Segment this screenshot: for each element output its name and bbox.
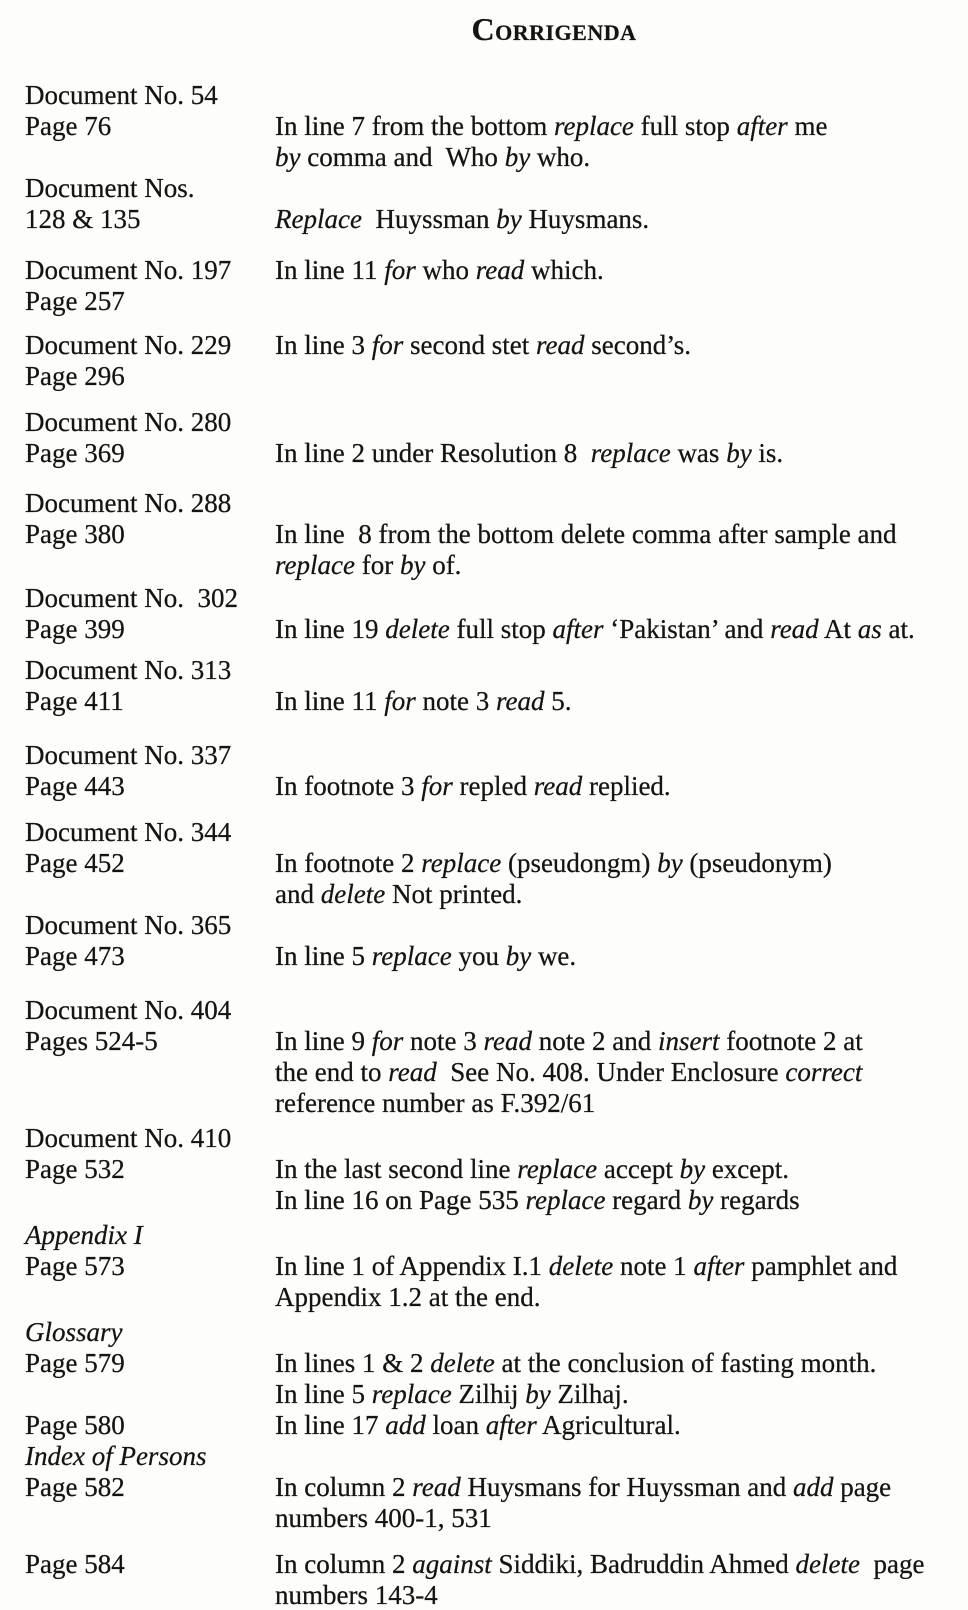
- text-segment: of.: [425, 550, 462, 580]
- correction-line: [275, 1057, 968, 1088]
- text-segment: at the conclusion of fasting month.: [494, 1348, 877, 1378]
- entry-correction: [275, 1317, 968, 1410]
- text-segment: Document No. 365: [25, 910, 232, 940]
- corrigendum-entry: [25, 1123, 968, 1216]
- text-segment: Huyssman: [361, 204, 497, 234]
- text-segment: loan: [425, 1410, 486, 1440]
- text-segment: note 1: [613, 1251, 694, 1281]
- entry-reference: [25, 407, 275, 469]
- text-segment: At: [818, 614, 858, 644]
- entry-correction: [275, 330, 968, 361]
- entry-reference: [25, 1123, 275, 1185]
- text-segment: 128 & 135: [25, 204, 141, 234]
- text-segment: for: [421, 771, 453, 801]
- corrigenda-list: [0, 80, 968, 1610]
- text-segment: pamphlet and: [744, 1251, 898, 1281]
- correction-line: [275, 1251, 968, 1282]
- text-segment: In line 7 from the bottom: [275, 111, 554, 141]
- entry-reference: [25, 655, 275, 717]
- text-segment: against: [412, 1549, 492, 1579]
- text-segment: after: [485, 1410, 537, 1440]
- document-ref-line: [25, 583, 275, 614]
- corrigendum-entry: [25, 817, 968, 910]
- page-ref-line: [25, 361, 275, 392]
- entry-correction: [275, 910, 968, 972]
- page-ref-line: [25, 848, 275, 879]
- text-segment: Document No. 404: [25, 995, 232, 1025]
- text-segment: 5.: [544, 686, 572, 716]
- text-segment: for: [384, 255, 416, 285]
- text-segment: for: [384, 686, 416, 716]
- text-segment: In line 16 on Page 535: [275, 1185, 526, 1215]
- corrigendum-entry: [25, 910, 968, 972]
- correction-line: [275, 1088, 968, 1119]
- text-segment: numbers 400-1, 531: [275, 1503, 492, 1533]
- text-segment: In line 3: [275, 330, 372, 360]
- text-segment: Index of Persons: [25, 1441, 207, 1471]
- text-segment: was: [670, 438, 727, 468]
- entry-reference: [25, 740, 275, 802]
- text-segment: full stop: [449, 614, 553, 644]
- text-segment: by: [505, 941, 532, 971]
- text-segment: read: [388, 1057, 437, 1087]
- entry-reference: [25, 330, 275, 392]
- entry-reference: [25, 1220, 275, 1282]
- page-ref-line: [25, 1154, 275, 1185]
- page-ref-line: [25, 1410, 275, 1441]
- text-segment: replace: [553, 111, 634, 141]
- document-ref-line: [25, 488, 275, 519]
- entry-reference: [25, 817, 275, 879]
- text-segment: Page 399: [25, 614, 125, 644]
- correction-line: [275, 848, 968, 879]
- corrigendum-entry: [25, 583, 968, 645]
- entry-reference: [25, 583, 275, 645]
- corrigendum-entry: [25, 1410, 968, 1441]
- text-segment: In line 11: [275, 255, 385, 285]
- entry-correction: [275, 488, 968, 581]
- entry-reference: [25, 173, 275, 235]
- text-segment: Page 257: [25, 286, 125, 316]
- correction-line: [275, 1379, 968, 1410]
- text-segment: Zilhaj.: [550, 1379, 629, 1409]
- section-ref-line: [25, 1441, 275, 1472]
- page-ref-line: [25, 519, 275, 550]
- page-ref-line: [25, 438, 275, 469]
- text-segment: Page 573: [25, 1251, 125, 1281]
- entry-correction: [275, 817, 968, 910]
- entry-correction: [275, 1549, 968, 1610]
- text-segment: In lines 1 & 2: [275, 1348, 431, 1378]
- correction-line: [275, 1549, 968, 1580]
- text-segment: who.: [530, 142, 591, 172]
- text-segment: In line 9: [275, 1026, 372, 1056]
- entry-correction: [275, 583, 968, 645]
- text-segment: Pages 524-5: [25, 1026, 158, 1056]
- entry-reference: [25, 1549, 275, 1580]
- text-segment: add: [385, 1410, 426, 1440]
- correction-line: [275, 550, 968, 581]
- text-segment: In line 17: [275, 1410, 386, 1440]
- text-segment: after: [552, 614, 604, 644]
- entry-reference: [25, 1441, 275, 1503]
- correction-line: [275, 1410, 968, 1441]
- corrigendum-entry: [25, 995, 968, 1119]
- entry-correction: [275, 740, 968, 802]
- page-ref-line: [25, 1026, 275, 1057]
- text-segment: Zilhij: [451, 1379, 526, 1409]
- text-segment: Page 580: [25, 1410, 125, 1440]
- entry-correction: [275, 1441, 968, 1534]
- text-segment: by: [726, 438, 752, 468]
- page-ref-line: [25, 1348, 275, 1379]
- text-segment: numbers 143-4: [275, 1580, 438, 1610]
- text-segment: accept: [597, 1154, 680, 1184]
- text-segment: by: [525, 1379, 551, 1409]
- text-segment: Appendix 1.2 at the end.: [275, 1282, 541, 1312]
- text-segment: second’s.: [584, 330, 691, 360]
- text-segment: See No. 408. Under Enclosure: [436, 1057, 786, 1087]
- text-segment: we.: [531, 941, 577, 971]
- document-ref-line: [25, 817, 275, 848]
- text-segment: Huysmans.: [521, 204, 650, 234]
- text-segment: delete: [320, 879, 386, 909]
- text-segment: page: [833, 1472, 892, 1502]
- text-segment: replace: [275, 550, 355, 580]
- text-segment: regards: [713, 1185, 800, 1215]
- text-segment: the end to: [275, 1057, 389, 1087]
- text-segment: correct: [785, 1057, 863, 1087]
- text-segment: In line 1 of Appendix I.1: [275, 1251, 549, 1281]
- text-segment: by: [496, 204, 522, 234]
- text-segment: Document Nos.: [25, 173, 195, 203]
- text-segment: footnote 2 at: [719, 1026, 863, 1056]
- text-segment: Page 76: [25, 111, 112, 141]
- text-segment: read: [535, 330, 585, 360]
- correction-line: [275, 438, 968, 469]
- document-ref-line: [25, 910, 275, 941]
- correction-line: [275, 142, 968, 173]
- text-segment: read: [496, 686, 545, 716]
- correction-line: [275, 1348, 968, 1379]
- text-segment: and: [275, 879, 321, 909]
- entry-correction: [275, 407, 968, 469]
- text-segment: note 2 and: [532, 1026, 658, 1056]
- entry-correction: [275, 1123, 968, 1216]
- text-segment: In line 2 under Resolution 8: [275, 438, 591, 468]
- corrigendum-entry: [25, 488, 968, 581]
- page-ref-line: [25, 941, 275, 972]
- text-segment: Glossary: [25, 1317, 123, 1347]
- correction-line: [275, 204, 968, 235]
- corrigendum-entry: [25, 1441, 968, 1534]
- text-segment: read: [412, 1472, 461, 1502]
- text-segment: add: [792, 1472, 834, 1502]
- text-segment: Page 296: [25, 361, 125, 391]
- text-segment: replied.: [582, 771, 671, 801]
- text-segment: by: [275, 142, 301, 172]
- page-ref-line: [25, 1549, 275, 1580]
- entry-reference: [25, 1317, 275, 1379]
- text-segment: Page 532: [25, 1154, 125, 1184]
- text-segment: replace: [371, 1379, 452, 1409]
- correction-line: [275, 1185, 968, 1216]
- text-segment: In line 11: [275, 686, 385, 716]
- page-ref-line: [25, 286, 275, 317]
- entry-reference: [25, 910, 275, 972]
- text-segment: Page 443: [25, 771, 125, 801]
- entry-reference: [25, 1410, 275, 1441]
- text-segment: read: [770, 614, 819, 644]
- page-ref-line: [25, 111, 275, 142]
- page-ref-line: [25, 204, 275, 235]
- text-segment: comma and Who: [300, 142, 505, 172]
- entry-reference: [25, 255, 275, 317]
- page-ref-line: [25, 771, 275, 802]
- text-segment: read: [475, 255, 525, 285]
- entry-correction: [275, 173, 968, 235]
- page-ref-line: [25, 686, 275, 717]
- text-segment: Siddiki, Badruddin Ahmed: [491, 1549, 796, 1579]
- document-ref-line: [25, 740, 275, 771]
- correction-line: [275, 771, 968, 802]
- text-segment: Document No. 280: [25, 407, 232, 437]
- text-segment: Page 579: [25, 1348, 125, 1378]
- correction-line: [275, 255, 968, 286]
- text-segment: note 3: [415, 686, 496, 716]
- text-segment: after: [693, 1251, 745, 1281]
- page-ref-line: [25, 614, 275, 645]
- text-segment: Huysmans for Huyssman and: [460, 1472, 793, 1502]
- correction-line: [275, 879, 968, 910]
- text-segment: page: [859, 1549, 925, 1579]
- text-segment: replace: [371, 941, 452, 971]
- text-segment: In line 5: [275, 941, 372, 971]
- title-row: [0, 0, 968, 48]
- entry-correction: [275, 1410, 968, 1441]
- text-segment: regard: [605, 1185, 688, 1215]
- text-segment: (pseudonym): [682, 848, 832, 878]
- text-segment: Page 380: [25, 519, 125, 549]
- corrigendum-entry: [25, 1220, 968, 1313]
- section-ref-line: [25, 1220, 275, 1251]
- text-segment: by: [657, 848, 683, 878]
- text-segment: In line 8 from the bottom delete comma after sample and: [275, 519, 897, 549]
- correction-line: [275, 1472, 968, 1503]
- correction-line: [275, 1503, 968, 1534]
- text-segment: delete: [795, 1549, 860, 1579]
- text-segment: (pseudongm): [501, 848, 658, 878]
- text-segment: replace: [590, 438, 671, 468]
- text-segment: me: [787, 111, 828, 141]
- document-ref-line: [25, 995, 275, 1026]
- corrigendum-entry: [25, 407, 968, 469]
- text-segment: delete: [430, 1348, 495, 1378]
- text-segment: for: [354, 550, 400, 580]
- text-segment: Document No. 229: [25, 330, 232, 360]
- corrigendum-entry: [25, 740, 968, 802]
- text-segment: Page 411: [25, 686, 124, 716]
- text-segment: Replace: [275, 204, 362, 234]
- page-ref-line: [25, 1472, 275, 1503]
- page-ref-line: [25, 1251, 275, 1282]
- correction-line: [275, 330, 968, 361]
- text-segment: note 3: [403, 1026, 484, 1056]
- entry-reference: [25, 80, 275, 142]
- text-segment: In column 2: [275, 1549, 413, 1579]
- document-ref-line: [25, 255, 275, 286]
- text-segment: In footnote 3: [275, 771, 422, 801]
- text-segment: you: [451, 941, 506, 971]
- text-segment: Document No. 197: [25, 255, 232, 285]
- text-segment: Agricultural.: [536, 1410, 681, 1440]
- text-segment: Document No. 288: [25, 488, 232, 518]
- text-segment: after: [736, 111, 788, 141]
- corrigendum-entry: [25, 80, 968, 173]
- text-segment: reference number as F.392/61: [275, 1088, 596, 1118]
- correction-line: [275, 111, 968, 142]
- text-segment: In column 2: [275, 1472, 413, 1502]
- entry-reference: [25, 488, 275, 550]
- correction-line: [275, 686, 968, 717]
- entry-correction: [275, 255, 968, 286]
- entry-correction: [275, 655, 968, 717]
- text-segment: Document No. 54: [25, 80, 218, 110]
- text-segment: insert: [657, 1026, 720, 1056]
- text-segment: delete: [385, 614, 450, 644]
- text-segment: repled: [452, 771, 534, 801]
- text-segment: replace: [517, 1154, 598, 1184]
- text-segment: as: [857, 614, 882, 644]
- corrigendum-entry: [25, 173, 968, 235]
- corrigendum-entry: [25, 255, 968, 317]
- text-segment: read: [533, 771, 583, 801]
- text-segment: second stet: [403, 330, 536, 360]
- text-segment: In footnote 2: [275, 848, 422, 878]
- text-segment: replace: [421, 848, 502, 878]
- section-ref-line: [25, 1317, 275, 1348]
- text-segment: delete: [548, 1251, 614, 1281]
- entry-correction: [275, 1220, 968, 1313]
- text-segment: Document No. 410: [25, 1123, 232, 1153]
- document-ref-line: [25, 330, 275, 361]
- text-segment: replace: [525, 1185, 606, 1215]
- correction-line: [275, 941, 968, 972]
- correction-line: [275, 1282, 968, 1313]
- text-segment: In line 5: [275, 1379, 372, 1409]
- text-segment: Page 584: [25, 1549, 125, 1579]
- text-segment: by: [504, 142, 531, 172]
- document-ref-line: [25, 173, 275, 204]
- correction-line: [275, 614, 968, 645]
- text-segment: Page 369: [25, 438, 125, 468]
- text-segment: Document No. 313: [25, 655, 232, 685]
- correction-line: [275, 1154, 968, 1185]
- document-ref-line: [25, 407, 275, 438]
- text-segment: full stop: [633, 111, 737, 141]
- correction-line: [275, 519, 968, 550]
- text-segment: Document No. 337: [25, 740, 232, 770]
- text-segment: ‘Pakistan’ and: [603, 614, 771, 644]
- text-segment: at.: [881, 614, 915, 644]
- text-segment: In line 19: [275, 614, 386, 644]
- text-segment: In the last second line: [275, 1154, 518, 1184]
- text-segment: Page 582: [25, 1472, 125, 1502]
- corrigendum-entry: [25, 1549, 968, 1610]
- text-segment: for: [371, 1026, 404, 1056]
- corrigendum-entry: [25, 330, 968, 392]
- text-segment: for: [371, 330, 404, 360]
- text-segment: by: [687, 1185, 714, 1215]
- page-title: Corrigenda: [471, 11, 637, 47]
- text-segment: except.: [705, 1154, 790, 1184]
- text-segment: Document No. 302: [25, 583, 238, 613]
- text-segment: Document No. 344: [25, 817, 232, 847]
- text-segment: read: [483, 1026, 532, 1056]
- entry-correction: [275, 995, 968, 1119]
- document-ref-line: [25, 80, 275, 111]
- text-segment: which.: [524, 255, 604, 285]
- text-segment: by: [679, 1154, 706, 1184]
- text-segment: Page 452: [25, 848, 125, 878]
- text-segment: is.: [751, 438, 784, 468]
- corrigendum-entry: [25, 1317, 968, 1410]
- correction-line: [275, 1580, 968, 1610]
- document-ref-line: [25, 1123, 275, 1154]
- entry-reference: [25, 995, 275, 1057]
- text-segment: Appendix I: [25, 1220, 143, 1250]
- document-ref-line: [25, 655, 275, 686]
- corrigendum-entry: [25, 655, 968, 717]
- text-segment: Not printed.: [385, 879, 523, 909]
- correction-line: [275, 1026, 968, 1057]
- text-segment: Page 473: [25, 941, 125, 971]
- text-segment: who: [415, 255, 476, 285]
- text-segment: by: [399, 550, 426, 580]
- entry-correction: [275, 80, 968, 173]
